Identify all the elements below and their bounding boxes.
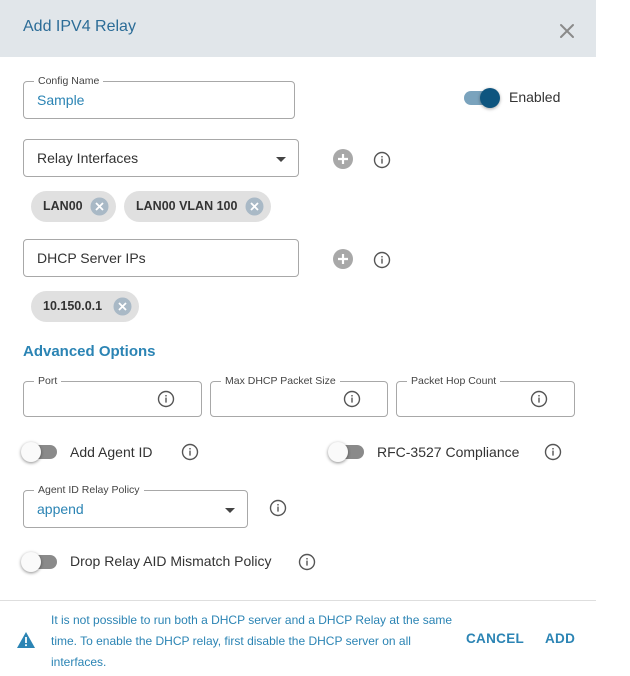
chip-dhcp-server bbox=[31, 291, 139, 322]
chip-label: 10.150.0.1 bbox=[43, 299, 103, 313]
remove-chip-icon[interactable] bbox=[113, 297, 132, 316]
info-icon[interactable] bbox=[298, 553, 316, 571]
chevron-down-icon bbox=[276, 157, 286, 162]
max-dhcp-packet-size-field[interactable] bbox=[210, 375, 388, 417]
add-agent-id-toggle[interactable] bbox=[21, 440, 57, 464]
policy-value: append bbox=[37, 501, 84, 517]
info-icon[interactable] bbox=[269, 499, 287, 517]
relay-interfaces-select[interactable] bbox=[23, 139, 299, 177]
port-field[interactable] bbox=[23, 375, 202, 417]
chevron-down-icon bbox=[225, 508, 235, 513]
drop-relay-aid-label: Drop Relay AID Mismatch Policy bbox=[70, 553, 272, 569]
enabled-toggle[interactable] bbox=[462, 86, 498, 110]
info-icon[interactable] bbox=[181, 443, 199, 461]
info-icon[interactable] bbox=[157, 390, 175, 408]
remove-chip-icon[interactable] bbox=[245, 197, 264, 216]
info-icon[interactable] bbox=[373, 251, 391, 269]
advanced-options-title: Advanced Options bbox=[23, 343, 156, 360]
rfc-3527-label: RFC-3527 Compliance bbox=[377, 444, 520, 460]
info-icon[interactable] bbox=[373, 151, 391, 169]
add-agent-id-label: Add Agent ID bbox=[70, 444, 153, 460]
dhcp-server-ips-input[interactable] bbox=[23, 239, 299, 277]
chip-relay-interface bbox=[31, 191, 116, 222]
add-dhcp-server-icon[interactable] bbox=[333, 249, 353, 269]
chip-relay-interface bbox=[124, 191, 271, 222]
footer-divider bbox=[0, 600, 596, 601]
agent-id-relay-policy-select[interactable] bbox=[23, 484, 248, 528]
remove-chip-icon[interactable] bbox=[90, 197, 109, 216]
chip-label: LAN00 bbox=[43, 199, 83, 213]
config-name-legend: Config Name bbox=[34, 74, 103, 88]
packet-hop-count-field[interactable] bbox=[396, 375, 575, 417]
close-icon[interactable] bbox=[554, 18, 580, 44]
warning-message: It is not possible to run both a DHCP server and a DHCP Relay at the same time. To enable the DHCP relay, first disable the DHCP server on all interfaces. bbox=[51, 613, 453, 669]
config-name-field[interactable] bbox=[23, 75, 295, 119]
port-legend: Port bbox=[34, 374, 61, 388]
cancel-button[interactable]: CANCEL bbox=[466, 631, 525, 646]
max-packet-legend: Max DHCP Packet Size bbox=[221, 374, 340, 388]
dialog-title: Add IPV4 Relay bbox=[23, 18, 136, 35]
dialog-header bbox=[0, 0, 596, 57]
enabled-label: Enabled bbox=[509, 89, 561, 105]
hop-count-legend: Packet Hop Count bbox=[407, 374, 500, 388]
warning-icon bbox=[16, 631, 36, 649]
info-icon[interactable] bbox=[544, 443, 562, 461]
rfc-3527-toggle[interactable] bbox=[328, 440, 364, 464]
drop-relay-aid-toggle[interactable] bbox=[21, 550, 57, 574]
add-relay-interface-icon[interactable] bbox=[333, 149, 353, 169]
info-icon[interactable] bbox=[530, 390, 548, 408]
add-button[interactable]: ADD bbox=[545, 631, 576, 646]
policy-legend: Agent ID Relay Policy bbox=[34, 483, 144, 497]
chip-label: LAN00 VLAN 100 bbox=[136, 199, 238, 213]
config-name-value[interactable]: Sample bbox=[37, 92, 85, 108]
dhcp-server-ips-placeholder: DHCP Server IPs bbox=[37, 250, 146, 266]
relay-interfaces-placeholder: Relay Interfaces bbox=[37, 150, 139, 166]
info-icon[interactable] bbox=[343, 390, 361, 408]
